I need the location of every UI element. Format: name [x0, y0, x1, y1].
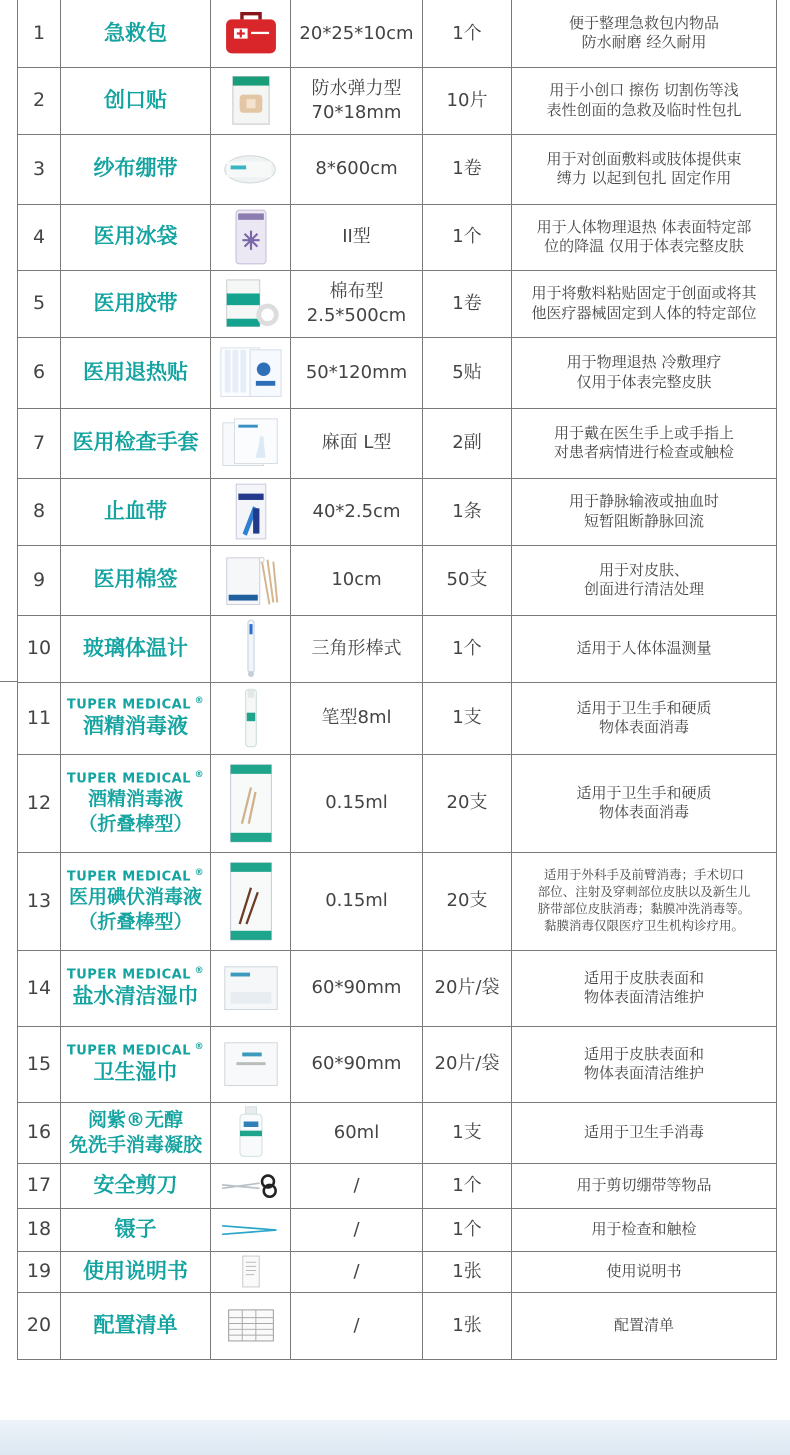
- item-spec: 0.15ml: [291, 852, 423, 950]
- item-usage: 便于整理急救包内物品 防水耐磨 经久耐用: [512, 0, 777, 67]
- item-quantity: 1个: [423, 615, 512, 682]
- thermometer-icon: [213, 618, 288, 679]
- item-name: 卫生湿巾: [93, 1060, 178, 1085]
- item-name-cell: [61, 682, 211, 754]
- wet-wipes-icon: [213, 1035, 288, 1093]
- item-usage: 用于检查和触检: [512, 1208, 777, 1251]
- item-spec: 防水弹力型 70*18mm: [291, 67, 423, 134]
- item-number: 13: [18, 852, 61, 950]
- item-quantity: 2副: [423, 408, 512, 478]
- item-usage: 用于剪切绷带等物品: [512, 1163, 777, 1208]
- item-quantity: 1卷: [423, 270, 512, 337]
- item-name: 镊子: [114, 1216, 157, 1241]
- item-name-cell: [61, 545, 211, 615]
- item-name: 使用说明书: [83, 1258, 188, 1283]
- item-number: 3: [18, 134, 61, 204]
- item-number: 17: [18, 1163, 61, 1208]
- item-name: 医用碘伏消毒液 （折叠棒型）: [68, 886, 202, 933]
- item-name: 酒精消毒液 （折叠棒型）: [78, 788, 193, 835]
- item-number: 2: [18, 67, 61, 134]
- item-spec: /: [291, 1292, 423, 1359]
- product-image-cell: [211, 545, 291, 615]
- table-row: [18, 1026, 777, 1102]
- item-name: 医用检查手套: [72, 430, 199, 455]
- item-name-cell: [61, 204, 211, 270]
- item-quantity: 1卷: [423, 134, 512, 204]
- item-number: 15: [18, 1026, 61, 1102]
- tweezers-icon: [213, 1219, 288, 1239]
- table-row: [18, 0, 777, 67]
- item-name-cell: [61, 1026, 211, 1102]
- item-usage: 适用于卫生手和硬质 物体表面消毒: [512, 682, 777, 754]
- item-number: 1: [18, 0, 61, 67]
- item-quantity: 20支: [423, 754, 512, 852]
- item-quantity: 50支: [423, 545, 512, 615]
- table-row: [18, 67, 777, 134]
- item-spec: 笔型8ml: [291, 682, 423, 754]
- item-quantity: 20支: [423, 852, 512, 950]
- table-row: [18, 1251, 777, 1292]
- item-quantity: 1支: [423, 682, 512, 754]
- cooling-patch-icon: [213, 344, 288, 400]
- item-quantity: 1张: [423, 1251, 512, 1292]
- table-row: [18, 408, 777, 478]
- gauze-roll-icon: [213, 148, 288, 191]
- item-name-cell: [61, 852, 211, 950]
- registered-mark: ®: [191, 769, 205, 780]
- item-usage: 适用于外科手及前臂消毒；手术切口 部位、注射及穿刺部位皮肤以及新生儿 脐带部位皮肤消毒；黏膜冲洗消毒等。 黏膜消毒仅限医疗卫生机构诊疗用。: [512, 852, 777, 950]
- ice-pack-icon: [213, 207, 288, 267]
- manual-icon: [213, 1254, 288, 1289]
- item-number: 8: [18, 478, 61, 545]
- item-usage: 用于对皮肤、 创面进行清洁处理: [512, 545, 777, 615]
- item-number: 19: [18, 1251, 61, 1292]
- item-name-cell: [61, 1208, 211, 1251]
- item-quantity: 1支: [423, 1102, 512, 1163]
- product-image-cell: [211, 134, 291, 204]
- item-usage: 用于静脉输液或抽血时 短暂阻断静脉回流: [512, 478, 777, 545]
- item-quantity: 1张: [423, 1292, 512, 1359]
- item-name-cell: [61, 615, 211, 682]
- item-usage: 适用于皮肤表面和 物体表面清洁维护: [512, 1026, 777, 1102]
- item-number: 10: [18, 615, 61, 682]
- brand-text: TUPER MEDICAL: [66, 966, 192, 982]
- item-spec: 棉布型 2.5*500cm: [291, 270, 423, 337]
- item-usage: 适用于卫生手消毒: [512, 1102, 777, 1163]
- alcohol-pen-icon: [213, 685, 288, 751]
- item-name: 医用退热贴: [83, 359, 188, 384]
- item-name: 止血带: [104, 498, 167, 523]
- item-name: 医用胶带: [93, 290, 178, 315]
- item-number: 4: [18, 204, 61, 270]
- item-name: 安全剪刀: [93, 1172, 178, 1197]
- item-spec: /: [291, 1251, 423, 1292]
- item-spec: /: [291, 1163, 423, 1208]
- divider: [0, 681, 17, 682]
- item-name-cell: [61, 337, 211, 408]
- registered-mark: ®: [191, 695, 205, 706]
- brand-text: TUPER MEDICAL: [66, 696, 192, 712]
- brand-label: [64, 868, 207, 886]
- item-spec: 60*90mm: [291, 1026, 423, 1102]
- product-image-cell: [211, 615, 291, 682]
- item-usage: 适用于皮肤表面和 物体表面清洁维护: [512, 950, 777, 1026]
- brand-label: [64, 966, 207, 984]
- table-row: [18, 134, 777, 204]
- product-image-cell: [211, 408, 291, 478]
- checklist-icon: [213, 1306, 288, 1345]
- item-usage: 配置清单: [512, 1292, 777, 1359]
- item-spec: 10cm: [291, 545, 423, 615]
- item-name: 纱布绷带: [93, 156, 178, 181]
- hand-sanitizer-icon: [213, 1105, 288, 1160]
- product-image-cell: [211, 67, 291, 134]
- product-image-cell: [211, 1026, 291, 1102]
- item-name-cell: [61, 1163, 211, 1208]
- item-name-cell: [61, 950, 211, 1026]
- item-spec: 40*2.5cm: [291, 478, 423, 545]
- item-spec: 60*90mm: [291, 950, 423, 1026]
- item-name: 创口贴: [104, 87, 167, 112]
- item-quantity: 5贴: [423, 337, 512, 408]
- product-image-cell: [211, 1102, 291, 1163]
- item-name-cell: [61, 0, 211, 67]
- item-name: 急救包: [104, 20, 167, 45]
- item-number: 5: [18, 270, 61, 337]
- item-name: 玻璃体温计: [83, 635, 188, 660]
- item-name: 医用棉签: [93, 567, 178, 592]
- brand-label: [64, 696, 207, 714]
- item-name-cell: [61, 1292, 211, 1359]
- item-number: 20: [18, 1292, 61, 1359]
- item-number: 12: [18, 754, 61, 852]
- bottom-background-band: [0, 1420, 790, 1455]
- item-name-cell: [61, 134, 211, 204]
- product-image-cell: [211, 1208, 291, 1251]
- product-image-cell: [211, 1292, 291, 1359]
- product-image-cell: [211, 1251, 291, 1292]
- table-row: [18, 682, 777, 754]
- table-row: [18, 852, 777, 950]
- brand-text: TUPER MEDICAL: [66, 868, 192, 884]
- product-image-cell: [211, 270, 291, 337]
- item-quantity: 1条: [423, 478, 512, 545]
- product-image-cell: [211, 754, 291, 852]
- item-spec: II型: [291, 204, 423, 270]
- item-spec: /: [291, 1208, 423, 1251]
- product-image-cell: [211, 204, 291, 270]
- item-spec: 20*25*10cm: [291, 0, 423, 67]
- item-name-cell: [61, 270, 211, 337]
- item-number: 16: [18, 1102, 61, 1163]
- item-quantity: 20片/袋: [423, 1026, 512, 1102]
- table-row: [18, 545, 777, 615]
- item-quantity: 1个: [423, 1208, 512, 1251]
- item-usage: 用于对创面敷料或肢体提供束 缚力 以起到包扎 固定作用: [512, 134, 777, 204]
- item-usage: 用于人体物理退热 体表面特定部 位的降温 仅用于体表完整皮肤: [512, 204, 777, 270]
- saline-wipes-icon: [213, 959, 288, 1017]
- red-bag-icon: [213, 8, 288, 58]
- registered-mark: ®: [191, 867, 205, 878]
- item-number: 7: [18, 408, 61, 478]
- item-name-cell: [61, 408, 211, 478]
- item-name-cell: [61, 1251, 211, 1292]
- table-row: [18, 478, 777, 545]
- item-spec: 麻面 L型: [291, 408, 423, 478]
- item-spec: 8*600cm: [291, 134, 423, 204]
- product-image-cell: [211, 0, 291, 67]
- item-number: 9: [18, 545, 61, 615]
- registered-mark: ®: [191, 965, 205, 976]
- item-usage: 用于将敷料粘贴固定于创面或将其 他医疗器械固定到人体的特定部位: [512, 270, 777, 337]
- item-name-cell: [61, 1102, 211, 1163]
- product-image-cell: [211, 950, 291, 1026]
- item-number: 11: [18, 682, 61, 754]
- item-usage: 用于物理退热 冷敷理疗 仅用于体表完整皮肤: [512, 337, 777, 408]
- item-name-cell: [61, 478, 211, 545]
- item-usage: 适用于卫生手和硬质 物体表面消毒: [512, 754, 777, 852]
- iodine-swab-box-icon: [213, 856, 288, 947]
- item-name: 阅紫®无醇 免洗手消毒凝胶: [68, 1108, 202, 1156]
- item-usage: 适用于人体体温测量: [512, 615, 777, 682]
- item-quantity: 1个: [423, 0, 512, 67]
- table-row: [18, 1163, 777, 1208]
- tourniquet-icon: [213, 481, 288, 542]
- brand-label: [64, 1042, 207, 1060]
- alcohol-swab-box-icon: [213, 758, 288, 849]
- kit-contents-table: [17, 0, 777, 1360]
- item-name: 医用冰袋: [93, 224, 178, 249]
- brand-text: TUPER MEDICAL: [66, 770, 192, 786]
- item-number: 6: [18, 337, 61, 408]
- gloves-icon: [213, 415, 288, 471]
- item-usage: 用于小创口 擦伤 切割伤等浅 表性创面的急救及临时性包扎: [512, 67, 777, 134]
- table-row: [18, 270, 777, 337]
- table-row: [18, 204, 777, 270]
- item-spec: 50*120mm: [291, 337, 423, 408]
- item-quantity: 10片: [423, 67, 512, 134]
- item-number: 14: [18, 950, 61, 1026]
- product-image-cell: [211, 337, 291, 408]
- item-quantity: 1个: [423, 204, 512, 270]
- item-name: 配置清单: [93, 1312, 178, 1337]
- product-image-cell: [211, 478, 291, 545]
- tape-icon: [213, 276, 288, 330]
- item-name-cell: [61, 754, 211, 852]
- product-image-cell: [211, 852, 291, 950]
- item-spec: 三角形棒式: [291, 615, 423, 682]
- product-image-cell: [211, 682, 291, 754]
- item-name: 酒精消毒液: [83, 714, 188, 739]
- item-spec: 0.15ml: [291, 754, 423, 852]
- item-name-cell: [61, 67, 211, 134]
- item-usage: 使用说明书: [512, 1251, 777, 1292]
- item-number: 18: [18, 1208, 61, 1251]
- item-usage: 用于戴在医生手上或手指上 对患者病情进行检查或触检: [512, 408, 777, 478]
- table-row: [18, 1292, 777, 1359]
- product-image-cell: [211, 1163, 291, 1208]
- table-row: [18, 615, 777, 682]
- table-row: [18, 754, 777, 852]
- bandage-pack-icon: [213, 72, 288, 129]
- registered-mark: ®: [191, 1041, 205, 1052]
- brand-text: TUPER MEDICAL: [66, 1042, 192, 1058]
- item-quantity: 1个: [423, 1163, 512, 1208]
- item-quantity: 20片/袋: [423, 950, 512, 1026]
- brand-label: [64, 770, 207, 788]
- table-row: [18, 1102, 777, 1163]
- table-row: [18, 337, 777, 408]
- item-spec: 60ml: [291, 1102, 423, 1163]
- table-row: [18, 1208, 777, 1251]
- scissors-icon: [213, 1173, 288, 1199]
- cotton-swab-icon: [213, 552, 288, 608]
- item-name: 盐水清洁湿巾: [72, 984, 199, 1009]
- table-row: [18, 950, 777, 1026]
